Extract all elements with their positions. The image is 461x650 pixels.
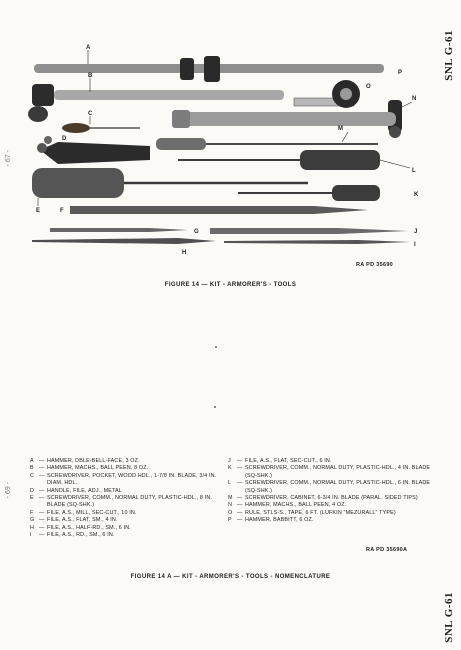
nomenclature-description: HAMMER, DBLE-BELL-FACE, 3 OZ.	[47, 458, 140, 464]
callout-l: L	[412, 168, 416, 174]
nomenclature-item	[30, 458, 220, 465]
nomenclature-key: G	[30, 517, 35, 524]
nomenclature-dash: —	[237, 458, 243, 464]
callout-k: K	[414, 192, 419, 198]
nomenclature-item	[228, 458, 443, 465]
tool-h-file	[32, 238, 216, 244]
figure-14a-caption: FIGURE 14 A — KIT - ARMORER'S - TOOLS - NOMENCLATURE	[130, 574, 331, 580]
nomenclature-key: L	[228, 480, 232, 487]
nomenclature-key: B	[30, 465, 34, 472]
nomenclature-description: HAMMER, BABBITT, 6 OZ.	[245, 517, 314, 524]
nomenclature-dash: —	[39, 472, 45, 479]
tool-p-hammer	[172, 110, 396, 128]
tool-i-file	[224, 240, 410, 244]
tool-l-screwdriver	[178, 150, 410, 170]
nomenclature-key: A	[30, 458, 34, 464]
callout-d: D	[62, 136, 67, 142]
nomenclature-dash: —	[39, 487, 45, 494]
nomenclature-key: F	[30, 509, 34, 516]
nomenclature-dash: —	[39, 465, 45, 472]
nomenclature-dash: —	[237, 502, 243, 509]
nomenclature-dash: —	[237, 517, 243, 524]
nomenclature-dash: —	[39, 524, 45, 531]
margin-mark-top: - 67 -	[5, 150, 12, 167]
nomenclature-description: SCREWDRIVER, COMM., NORMAL DUTY, PLASTIC-HDL., 4 IN. BLADE (SQ-SHK.)	[245, 465, 431, 479]
nomenclature-item	[30, 532, 220, 539]
nomenclature-left-column	[30, 458, 220, 539]
side-code-top: SNL G-61	[443, 30, 455, 81]
tool-m-screwdriver	[156, 132, 378, 150]
nomenclature-description: SCREWDRIVER, COMM., NORMAL DUTY, PLASTIC-HDL., 6 IN. BLADE (SQ-SHK.)	[245, 480, 431, 494]
tool-k-screwdriver	[238, 185, 380, 201]
nomenclature-dash: —	[237, 509, 243, 516]
nomenclature-description: FILE, A.S., RD., SM., 6 IN.	[47, 532, 115, 539]
figure-14a-ra-code: RA PD 35690A	[366, 547, 408, 553]
nomenclature-item	[30, 525, 220, 532]
nomenclature-description: RULE, STLS-S., TAPE, 6 FT. (LUFKIN "MEZURALL" TYPE)	[245, 509, 396, 516]
nomenclature-key: N	[228, 502, 233, 509]
nomenclature-key: E	[30, 495, 34, 502]
tool-c-screwdriver	[62, 116, 140, 133]
nomenclature-description: FILE, A.S., MILL, SEC-CUT., 10 IN.	[47, 509, 137, 516]
nomenclature-dash: —	[39, 509, 45, 516]
callout-c: C	[88, 111, 93, 117]
nomenclature-item	[30, 495, 220, 510]
tool-a-hammer	[34, 50, 384, 82]
nomenclature-key: D	[30, 487, 35, 494]
callout-f: F	[60, 208, 64, 214]
nomenclature-key: C	[30, 472, 35, 479]
callout-i: I	[414, 242, 416, 248]
nomenclature-description: FILE, A.S., HALF-RD., SM., 6 IN.	[47, 524, 131, 531]
tools-photo	[28, 42, 428, 270]
nomenclature-dash: —	[39, 517, 45, 524]
figure-14-caption: FIGURE 14 — KIT - ARMORER'S - TOOLS	[164, 282, 297, 288]
nomenclature-key: K	[228, 465, 232, 472]
nomenclature-item	[228, 480, 443, 495]
nomenclature-dash: —	[39, 458, 45, 464]
nomenclature-description: FILE, A.S., FLAT, SEC-CUT., 6 IN.	[245, 458, 332, 464]
callout-p: P	[398, 70, 403, 76]
side-code-bottom: SNL G-61	[443, 592, 455, 643]
nomenclature-key: J	[228, 458, 231, 464]
callout-e: E	[36, 208, 41, 214]
margin-mark-bottom: - 69 -	[5, 482, 12, 499]
tool-e-screwdriver	[32, 168, 308, 206]
tool-f-file	[70, 206, 368, 214]
nomenclature-item	[228, 495, 443, 502]
nomenclature-description: HAMMER, MACHS., BALL PEEN, 4 OZ.	[245, 502, 347, 509]
nomenclature-description: SCREWDRIVER, CABINET, 6-3/4 IN. BLADE (PARAL. SIDED TIPS)	[245, 495, 418, 502]
nomenclature-right-column	[228, 458, 443, 525]
tool-o-tape-rule	[294, 80, 360, 108]
nomenclature-item	[30, 517, 220, 524]
nomenclature-dash: —	[39, 495, 45, 502]
nomenclature-item	[30, 473, 220, 488]
callout-a: A	[86, 45, 91, 51]
nomenclature-key: M	[228, 495, 233, 502]
figure-14-ra-code: RA PD 35690	[356, 262, 394, 268]
nomenclature-item	[30, 510, 220, 517]
nomenclature-key: O	[228, 509, 233, 516]
nomenclature-key: P	[228, 517, 232, 524]
nomenclature-description: FILE, A.S., FLAT, SM., 4 IN.	[47, 517, 118, 524]
nomenclature-dash: —	[237, 480, 243, 487]
scan-speck	[214, 406, 216, 408]
nomenclature-item	[228, 502, 443, 509]
callout-j: J	[414, 229, 418, 235]
tool-j-file	[210, 228, 408, 234]
tools-photo-svg	[28, 42, 428, 270]
nomenclature-key: H	[30, 524, 35, 531]
nomenclature-description: HAMMER, MACHS., BALL PEEN, 8 OZ.	[47, 465, 149, 472]
nomenclature-dash: —	[237, 495, 243, 502]
nomenclature-item	[228, 517, 443, 524]
callout-m: M	[338, 126, 343, 132]
nomenclature-description: SCREWDRIVER, COMM., NORMAL DUTY, PLASTIC-HDL., 8 IN. BLADE (SQ-SHK.)	[47, 495, 213, 509]
nomenclature-item	[30, 488, 220, 495]
nomenclature-description: HANDLE, FILE, ADJ., METAL	[47, 487, 122, 494]
tool-g-file	[50, 228, 188, 232]
callout-n: N	[412, 96, 417, 102]
nomenclature-description: SCREWDRIVER, POCKET, WOOD HDL., 1-7/8 IN. BLADE, 3/4 IN. DIAM. HDL.	[47, 472, 217, 487]
tool-d-file-handle	[37, 136, 150, 164]
callout-o: O	[366, 84, 371, 90]
nomenclature-dash: —	[237, 465, 243, 472]
callout-g: G	[194, 229, 199, 235]
nomenclature-dash: —	[39, 532, 45, 539]
scan-speck	[215, 346, 217, 348]
nomenclature-item	[228, 510, 443, 517]
nomenclature-item	[228, 465, 443, 480]
nomenclature-key: I	[30, 532, 32, 539]
nomenclature-item	[30, 465, 220, 472]
callout-b: B	[88, 73, 93, 79]
callout-h: H	[182, 250, 187, 256]
